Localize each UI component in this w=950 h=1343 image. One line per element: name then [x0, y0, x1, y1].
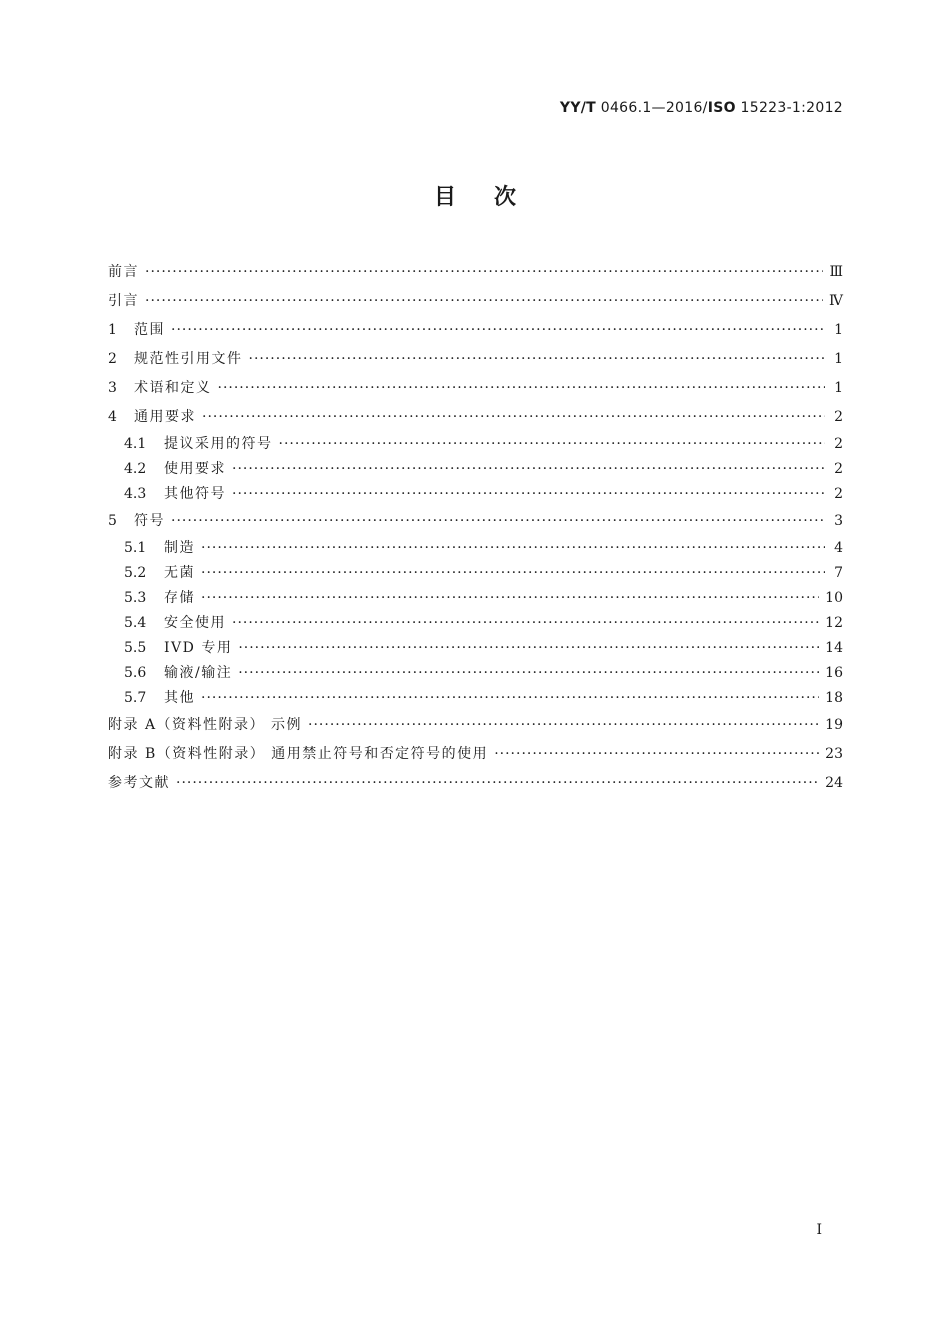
toc-entry-number: 3 — [108, 380, 117, 396]
toc-entry-number: 4.3 — [124, 486, 147, 502]
toc-entry[interactable] — [108, 661, 843, 686]
toc-entry-label: 范围 — [134, 322, 165, 338]
toc-leader-dots — [279, 432, 826, 457]
toc-entry[interactable] — [108, 711, 843, 740]
toc-entry[interactable] — [108, 287, 843, 316]
toc-entry[interactable] — [108, 561, 843, 586]
toc-leader-dots — [145, 258, 823, 287]
toc-entry-label: 其他符号 — [164, 486, 226, 502]
toc-entry-label: 制造 — [164, 540, 195, 556]
toc-entry-page: 10 — [825, 590, 843, 606]
toc-entry-label: 通用要求 — [134, 409, 196, 425]
toc-entry-page: 19 — [825, 717, 843, 733]
toc-entry-label: 前言 — [108, 264, 139, 280]
toc-entry-page: 1 — [834, 351, 843, 367]
toc-leader-dots — [201, 536, 825, 561]
toc-entry-label: 参考文献 — [108, 775, 170, 791]
toc-entry-label: 术语和定义 — [134, 380, 212, 396]
toc-entry-number: 5.4 — [124, 615, 147, 631]
toc-entry[interactable] — [108, 536, 843, 561]
toc-entry-number: 4.1 — [124, 436, 147, 452]
toc-entry-label: 符号 — [134, 513, 165, 529]
toc-entry-page: 3 — [834, 513, 843, 529]
toc-entry-page: 2 — [834, 409, 843, 425]
toc-entry[interactable] — [108, 374, 843, 403]
toc-entry-page: 16 — [825, 665, 843, 681]
toc-entry[interactable] — [108, 636, 843, 661]
toc-leader-dots — [238, 661, 819, 686]
toc-leader-dots — [249, 345, 826, 374]
toc-entry-page: 2 — [834, 486, 843, 502]
toc-entry[interactable] — [108, 258, 843, 287]
table-of-contents — [108, 258, 843, 798]
toc-entry[interactable] — [108, 432, 843, 457]
toc-leader-dots — [308, 711, 819, 740]
toc-entry[interactable] — [108, 740, 843, 769]
toc-entry-page: 2 — [834, 461, 843, 477]
toc-entry-label: 规范性引用文件 — [134, 351, 243, 367]
toc-entry-page: 24 — [825, 775, 843, 791]
toc-entry-label: 存储 — [164, 590, 195, 606]
toc-entry-label: IVD 专用 — [164, 640, 233, 656]
page-number: I — [816, 1222, 822, 1238]
toc-entry-page: Ⅳ — [829, 293, 843, 309]
toc-entry[interactable] — [108, 686, 843, 711]
toc-entry[interactable] — [108, 769, 843, 798]
toc-entry-page: 23 — [825, 746, 843, 762]
toc-entry-number: 5.5 — [124, 640, 147, 656]
toc-entry-number: 1 — [108, 322, 117, 338]
toc-entry-label: 附录 A（资料性附录） 示例 — [108, 717, 303, 733]
toc-entry-label: 输液/输注 — [164, 665, 233, 681]
toc-entry-number: 5.3 — [124, 590, 147, 606]
toc-leader-dots — [176, 769, 819, 798]
toc-entry-label: 附录 B（资料性附录） 通用禁止符号和否定符号的使用 — [108, 746, 489, 762]
toc-entry-page: Ⅲ — [829, 264, 843, 280]
toc-entry-page: 1 — [834, 322, 843, 338]
toc-leader-dots — [201, 586, 819, 611]
toc-leader-dots — [171, 507, 825, 536]
toc-entry-page: 14 — [825, 640, 843, 656]
toc-entry-label: 其他 — [164, 690, 195, 706]
toc-leader-dots — [232, 457, 825, 482]
toc-entry-label: 无菌 — [164, 565, 195, 581]
toc-entry-number: 5 — [108, 513, 117, 529]
toc-entry-label: 使用要求 — [164, 461, 226, 477]
toc-leader-dots — [201, 561, 825, 586]
toc-entry-number: 4 — [108, 409, 117, 425]
toc-entry-label: 安全使用 — [164, 615, 226, 631]
toc-entry[interactable] — [108, 345, 843, 374]
toc-entry[interactable] — [108, 482, 843, 507]
toc-entry-page: 7 — [834, 565, 843, 581]
toc-entry[interactable] — [108, 316, 843, 345]
toc-entry-page: 1 — [834, 380, 843, 396]
toc-entry-number: 5.2 — [124, 565, 147, 581]
toc-entry[interactable] — [108, 586, 843, 611]
iso-prefix: ISO — [707, 100, 736, 116]
standard-code: 0466.1—2016/ — [596, 100, 708, 116]
toc-entry-number: 5.6 — [124, 665, 147, 681]
toc-leader-dots — [171, 316, 825, 345]
toc-entry-label: 引言 — [108, 293, 139, 309]
toc-leader-dots — [232, 482, 825, 507]
toc-leader-dots — [218, 374, 826, 403]
toc-entry[interactable] — [108, 457, 843, 482]
toc-entry-number: 2 — [108, 351, 117, 367]
toc-leader-dots — [238, 636, 819, 661]
iso-code: 15223-1:2012 — [735, 100, 843, 116]
toc-entry-page: 4 — [834, 540, 843, 556]
standard-number-header — [560, 100, 843, 116]
toc-entry-label: 提议采用的符号 — [164, 436, 273, 452]
toc-leader-dots — [201, 686, 819, 711]
toc-entry-number: 5.1 — [124, 540, 147, 556]
toc-entry-number: 4.2 — [124, 461, 147, 477]
toc-entry[interactable] — [108, 507, 843, 536]
toc-entry-page: 12 — [825, 615, 843, 631]
toc-leader-dots — [232, 611, 819, 636]
page-title: 目次 — [433, 185, 554, 210]
toc-entry[interactable] — [108, 403, 843, 432]
toc-leader-dots — [202, 403, 825, 432]
toc-leader-dots — [145, 287, 823, 316]
toc-entry-page: 2 — [834, 436, 843, 452]
standard-prefix: YY/T — [559, 100, 597, 116]
toc-entry[interactable] — [108, 611, 843, 636]
toc-leader-dots — [494, 740, 819, 769]
toc-entry-page: 18 — [825, 690, 843, 706]
toc-entry-number: 5.7 — [124, 690, 147, 706]
